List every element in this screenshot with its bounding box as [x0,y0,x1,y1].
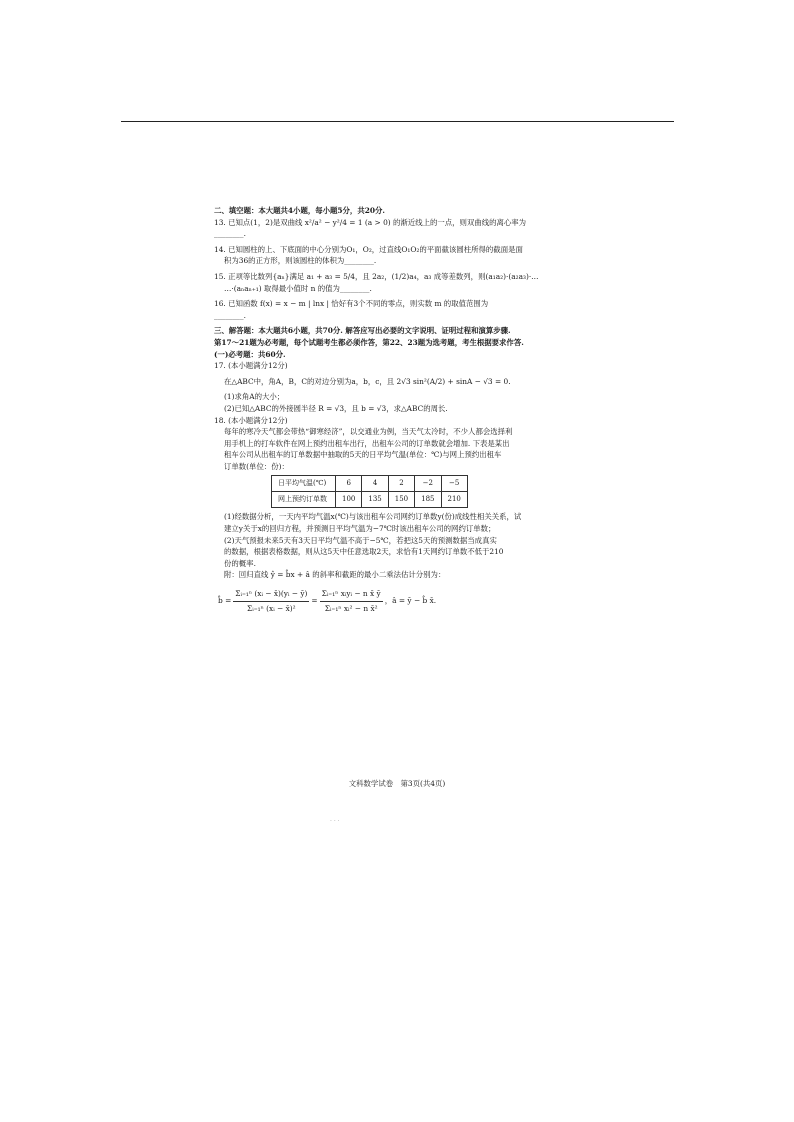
q17-part2: (2)已知△ABC的外接圆半径 R = √3，且 b = √3，求△ABC的周长. [224,403,448,413]
q18-part1-line2: 建立y关于x的回归方程，并预测日平均气温为−7℃时该出租车公司的网约订单数； [224,524,496,534]
table-cell: 210 [441,492,467,508]
page-footer: 文科数学试卷 第3页(共4页) [348,779,446,788]
top-rule [121,121,674,122]
table-cell: 6 [336,476,362,492]
q13-line1: 13. 已知点(1，2)是双曲线 x²/a² − y²/4 = 1 (a > 0) 的渐近线上的一点，则双曲线的离心率为 [214,217,527,227]
temperature-orders-table [271,475,468,508]
q18-part1-line1: (1)经数据分析，一天内平均气温x(℃)与该出租车公司网约订单数y(份)成线性相关关系，试 [224,512,522,522]
section2-heading: 二、填空题：本大题共4小题，每小题5分，共20分. [214,206,385,215]
section3-heading: 三、解答题：本大题共6小题，共70分. 解答应写出必要的文字说明、证明过程和演算步骤. [214,326,511,336]
q18-part2-line3: 份的概率. [224,558,256,568]
q18-stem1: 每年的寒冷天气都会带热“御寒经济”，以交通业为例，当天气太冷时，不少人都会选择利 [224,427,513,437]
formula-equals: = [311,596,318,606]
q18-part2-line1: (2)天气预报未来5天有3天日平均气温不高于−5℃，若把这5天的预测数据当成真实 [224,535,497,545]
q17-part1: (1)求角A的大小； [224,392,285,402]
formula-denominator-1: Σᵢ₌₁ⁿ (xᵢ − x̄)² [247,603,296,613]
regression-formula [218,581,594,621]
q14-line1: 14. 已知圆柱的上、下底面的中心分别为O₁，O₂，过直线O₁O₂的平面截该圆柱所得的截面是面 [214,244,523,254]
formula-denominator-2: Σᵢ₌₁ⁿ xᵢ² − n x̄² [324,603,378,613]
table-row [272,476,468,492]
q18-stem4: 订单数(单位：份)： [224,461,289,471]
formula-numerator-2: Σᵢ₌₁ⁿ xᵢyᵢ − n x̄ ȳ [320,588,383,602]
formula-intercept: ，â = ȳ − b̂ x̄. [384,596,437,606]
formula-fraction-2 [320,588,383,614]
formula-fraction-1 [233,588,309,614]
formula-b-hat: b̂ = [218,596,232,606]
q18-stem2: 用手机上的打车软件在网上预约出租车出行，出租车公司的订单数就会增加. 下表是某出 [224,438,510,448]
q16-line1: 16. 已知函数 f(x) = x − m | lnx | 恰好有3个不同的零点，则实数 m 的取值范围为 [214,299,489,309]
table-cell: 150 [388,492,414,508]
table-cell: 135 [362,492,388,508]
q13-line2: ________. [214,229,246,239]
table-cell: 4 [362,476,388,492]
q14-line2: 积为36的正方形，则该圆柱的体积为________. [224,256,377,266]
section3-note: 第17～21题为必考题，每个试题考生都必须作答，第22、23题为选考题，考生根据要求作答. [214,337,524,347]
table-row-label: 日平均气温(℃) [272,476,336,492]
q18-appendix: 附：回归直线 ŷ = b̂x + â 的斜率和截距的最小二乘法估计分别为： [224,570,446,580]
q18-part2-line2: 的数据，根据表格数据，则从这5天中任意选取2天，求恰有1天网约订单数不低于210 [224,547,504,557]
exam-page [214,205,594,621]
q18-stem3: 租车公司从出租车的订单数据中抽取的5天的日平均气温(单位：℃)与网上预约出租车 [224,450,502,460]
table-cell: −2 [415,476,441,492]
q17-title: 17. (本小题满分12分) [214,361,288,371]
q17-stem: 在△ABC中，角A，B，C的对边分别为a，b，c，且 2√3 sin²(A/2) + sinA − √3 = 0. [224,376,511,386]
q15-line2: …·(aₙaₙ₊₁) 取得最小值时 n 的值为________. [224,283,372,293]
stray-marks: · · · [330,818,340,825]
q15-line1: 15. 正项等比数列{aₙ}满足 a₁ + a₃ = 5/4，且 2a₂，(1/2)a₄，a₃ 成等差数列，则(a₁a₂)·(a₂a₃)·… [214,271,539,281]
table-cell: 185 [415,492,441,508]
table-cell: −5 [441,476,467,492]
q18-title: 18. (本小题满分12分) [214,415,288,425]
table-row-label: 网上预约订单数 [272,492,336,508]
section3-required: (一)必考题：共60分. [214,349,286,359]
table-cell: 2 [388,476,414,492]
table-cell: 100 [336,492,362,508]
table-row [272,492,468,508]
q16-line2: ________. [214,310,246,320]
formula-numerator-1: Σᵢ₌₁ⁿ (xᵢ − x̄)(yᵢ − ȳ) [233,588,309,602]
